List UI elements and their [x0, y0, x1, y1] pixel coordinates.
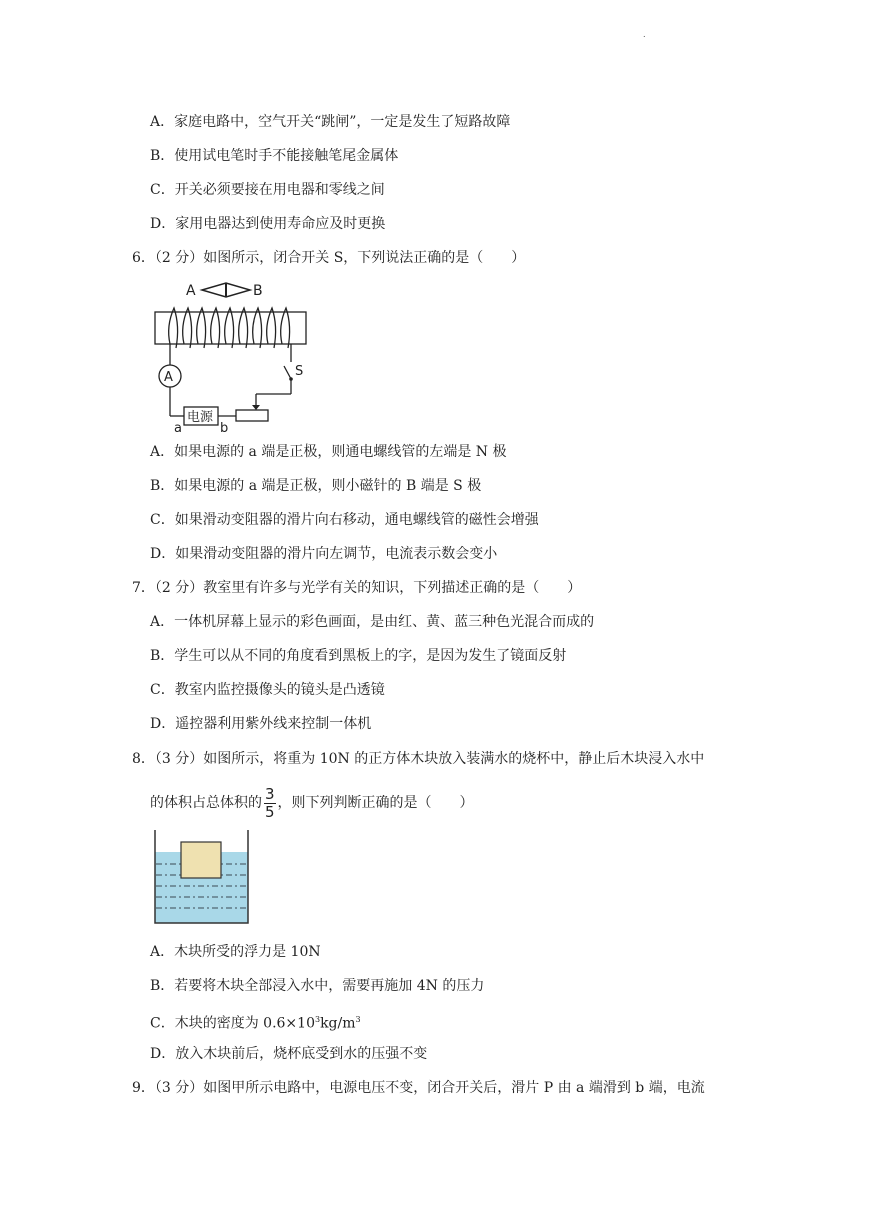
terminal-a-label: a	[174, 421, 182, 436]
q6-stem: 6．（2 分）如图所示，闭合开关 S，下列说法正确的是（ ）	[132, 250, 526, 266]
q8-stem-prefix: 的体积占总体积的	[150, 795, 262, 811]
q8-option-d: D．放入木块前后，烧杯底受到水的压强不变	[150, 1046, 428, 1062]
q8-option-c	[150, 1010, 361, 1034]
needle-label-b: B	[253, 283, 263, 299]
q7-option-b: B．学生可以从不同的角度看到黑板上的字，是因为发生了镜面反射	[150, 648, 567, 664]
q7-option-a: A．一体机屏幕上显示的彩色画面，是由红、黄、蓝三种色光混合而成的	[150, 614, 595, 630]
q8-stem-suffix: ，则下列判断正确的是（ ）	[277, 795, 474, 811]
q7-option-d: D．遥控器利用紫外线来控制一体机	[150, 716, 372, 732]
switch-blade	[284, 366, 291, 379]
q6-option-d: D．如果滑动变阻器的滑片向左调节，电流表示数会变小	[150, 546, 498, 562]
q8-beaker-figure	[152, 828, 252, 928]
q7-option-c: C．教室内监控摄像头的镜头是凸透镜	[150, 682, 385, 698]
q8-stem-line1: 8．（3 分）如图所示，将重为 10N 的正方体木块放入装满水的烧杯中，静止后木块浸入水中	[132, 751, 705, 767]
q8-option-c-unit: kg/m	[320, 1015, 356, 1032]
q8-option-b: B．若要将木块全部浸入水中，需要再施加 4N 的压力	[150, 978, 485, 994]
header-mark: .	[643, 30, 646, 39]
q6-option-c: C．如果滑动变阻器的滑片向右移动，通电螺线管的磁性会增强	[150, 512, 539, 528]
q8-option-c-exponent: 3	[314, 1015, 321, 1024]
fraction-three-fifths	[264, 784, 276, 821]
q8-stem-line2	[150, 786, 474, 820]
q8-option-c-unit-exponent: 3	[355, 1015, 361, 1024]
terminal-b-label: b	[220, 421, 229, 436]
ammeter-label: A	[164, 370, 173, 385]
q5-option-c: C．开关必须要接在用电器和零线之间	[150, 182, 385, 198]
rheostat	[236, 410, 268, 421]
q5-option-d: D．家用电器达到使用寿命应及时更换	[150, 216, 386, 232]
q8-option-c-prefix: C．木块的密度为 0.6×10	[150, 1015, 315, 1032]
q8-option-a: A．木块所受的浮力是 10N	[150, 944, 321, 960]
q6-option-b: B．如果电源的 a 端是正极，则小磁针的 B 端是 S 极	[150, 478, 482, 494]
q5-option-a: A．家庭电路中，空气开关“跳闸”，一定是发生了短路故障	[150, 114, 511, 130]
fraction-denominator: 5	[265, 802, 275, 821]
power-supply-label: 电源	[187, 410, 214, 425]
solenoid-coils	[169, 308, 290, 348]
switch-label: S	[295, 364, 304, 379]
q6-solenoid-circuit-figure	[150, 276, 320, 436]
wooden-block	[181, 842, 221, 878]
q6-option-a: A．如果电源的 a 端是正极，则通电螺线管的左端是 N 极	[150, 444, 507, 460]
rheostat-slider-arrow	[252, 405, 260, 410]
q5-option-b: B．使用试电笔时手不能接触笔尾金属体	[150, 148, 399, 164]
q9-stem: 9．（3 分）如图甲所示电路中，电源电压不变，闭合开关后，滑片 P 由 a 端滑到 b 端，电流	[132, 1080, 705, 1096]
needle-label-a: A	[186, 283, 196, 299]
q7-stem: 7．（2 分）教室里有许多与光学有关的知识，下列描述正确的是（ ）	[132, 580, 582, 596]
fraction-numerator: 3	[265, 784, 275, 803]
